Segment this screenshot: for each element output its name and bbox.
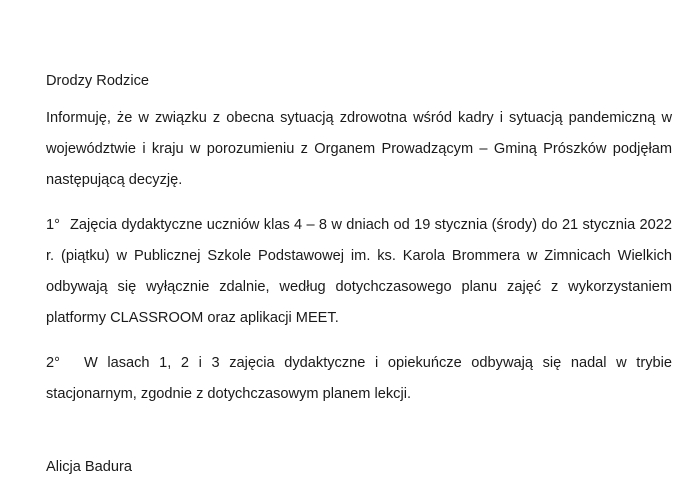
greeting: Drodzy Rodzice: [46, 73, 150, 89]
point-1-text: Zajęcia dydaktyczne uczniów klas 4 – 8 w dniach od 19 stycznia (środy) do 21 stycznia 2022 r. (piątku) w Publicznej Szkole Podstawowej im. ks. Karola Brommera w Zimnicach Wielkich odbywają się wyłącznie zdalnie, według dotychczasowego planu zajęć z wykorzystaniem platformy CLASSROOM oraz aplikacji MEET.: [46, 217, 672, 326]
intro-paragraph: Informuję, że w związku z obecna sytuacją zdrowotna wśród kadry i sytuacją pandemiczną w województwie i kraju w porozumieniu z Organem Prowadzącym – Gminą Prószków podjęłam następującą decyzję.: [46, 110, 672, 188]
point-2-marker: 2°: [46, 355, 60, 371]
letter-body: [46, 66, 672, 410]
point-2-text: W lasach 1, 2 i 3 zajęcia dydaktyczne i opiekuńcze odbywają się nadal w trybie stacjonarnym, zgodnie z dotychczasowym planem lekcji.: [46, 355, 672, 402]
point-2-paragraph: [46, 348, 672, 410]
point-1-marker: 1°: [46, 217, 60, 233]
signature: Alicja Badura: [46, 459, 132, 475]
point-1-paragraph: [46, 210, 672, 334]
